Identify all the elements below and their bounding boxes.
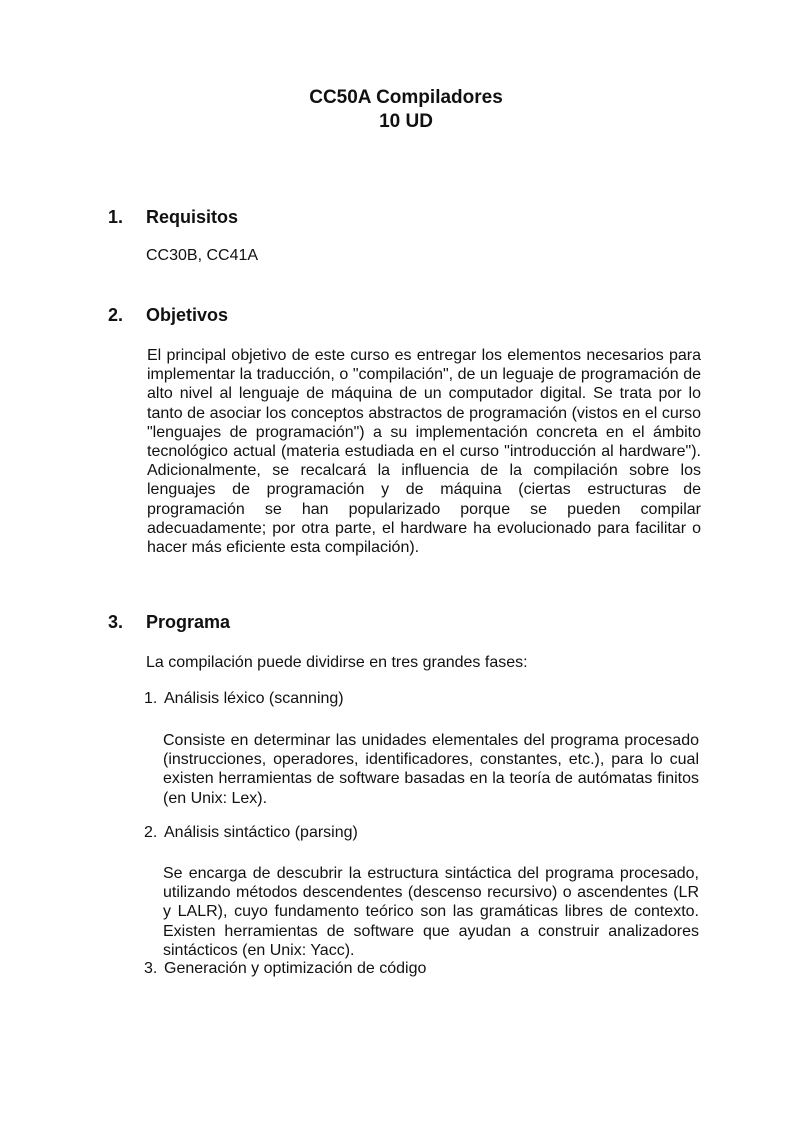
section-number: 1. (108, 207, 124, 227)
section-title: Requisitos (146, 207, 239, 227)
document-title-block (0, 86, 800, 134)
phase-number: 1. (144, 690, 158, 707)
section-requisitos-heading (108, 206, 508, 228)
phase-3-heading (144, 959, 644, 979)
objetivos-body: El principal objetivo de este curso es entregar los elementos necesarios para implementar la traducción, o "compilación", de un leguaje de programación de alto nivel al lenguaje de máquina de un computador digital. Se trata por lo tanto de asociar los conceptos abstractos de programación (vistos en el curso "lenguajes de programación") a su implementación concreta en el ámbito tecnológico actual (materia estudiada en el curso "introducción al hardware"). Adicionalmente, se recalcará la influencia de la compilación sobre los lenguajes de programación y de máquina (ciertas estructuras de programación se han popularizado porque se pueden compilar adecuadamente; por otra parte, el hardware ha evolucionado para facilitar o hacer más eficiente esta compilación). (147, 347, 701, 557)
phase-number: 3. (144, 960, 158, 977)
course-title: CC50A Compiladores (309, 87, 503, 108)
phase-number: 2. (144, 824, 158, 841)
phase-2-heading (144, 823, 644, 843)
phase-title: Generación y optimización de código (164, 960, 427, 977)
section-title: Programa (146, 612, 231, 632)
phase-title: Análisis léxico (scanning) (164, 690, 344, 707)
programa-intro: La compilación puede dividirse en tres grandes fases: (146, 654, 528, 671)
section-title: Objetivos (146, 305, 229, 325)
section-programa-heading (108, 611, 508, 633)
requisitos-body: CC30B, CC41A (146, 247, 259, 264)
section-number: 2. (108, 305, 124, 325)
phase-1-body: Consiste en determinar las unidades elementales del programa procesado (instrucciones, operadores, identificadores, constantes, etc.), para lo cual existen herramientas de software basadas en la teoría de autómatas finitos (en Unix: Lex). (163, 732, 699, 807)
phase-2-body: Se encarga de descubrir la estructura sintáctica del programa procesado, utilizando métodos descendentes (descenso recursivo) o ascendentes (LR y LALR), cuyo fundamento teórico son las gramáticas libres de contexto. Existen herramientas de software que ayudan a construir analizadores sintácticos (en Unix: Yacc). (163, 865, 699, 959)
section-number: 3. (108, 612, 124, 632)
phase-title: Análisis sintáctico (parsing) (164, 824, 358, 841)
section-objetivos-heading (108, 304, 508, 326)
course-credits: 10 UD (379, 111, 433, 132)
phase-1-heading (144, 689, 644, 709)
